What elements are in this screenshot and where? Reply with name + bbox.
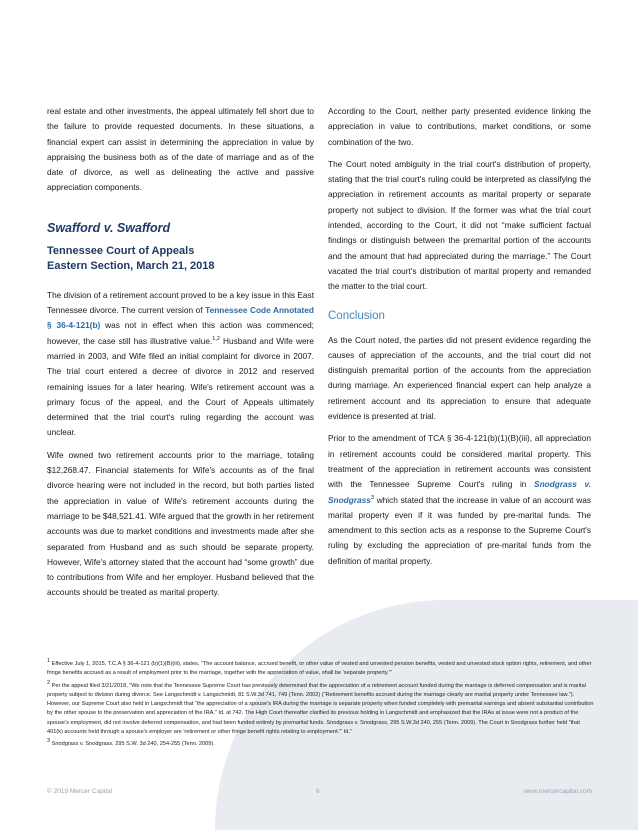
body-paragraph: The division of a retirement account proved to be a key issue in this East Tennessee divorce. The current version of Tennessee Code Annotated § 36-4-121(b) was not in effect when this action was commenced; however, the case still has illustrative value.$^{1,2}$ Husband and Wife were married in 2003, and Wife filed an initial complaint for divorce in 2007. The trial court entered a decree of divorce in 2012 and reserved remaining issues for a later hearing. Wife's retirement account was a primary focus of the appeal, and the Court of Appeals ultimately determined that the trial court's ruling regarding the account was unclear. — [47, 289, 314, 438]
court-heading — [47, 244, 314, 274]
conclusion-heading: Conclusion — [328, 309, 385, 322]
footnote-ref: 1,2 — [212, 335, 220, 342]
footer-website[interactable]: www.mercercapital.com — [523, 788, 592, 795]
case-citation-link[interactable]: Snodgrass v. Snodgrass — [328, 479, 591, 505]
body-paragraph: Wife owned two retirement accounts prior to the marriage, totaling $12,268.47. Financial statements for Wife's accounts as of the final divorce hearing were not included in the record, but both parties listed the appreciation in value of Wife's retirement accounts during the marriage to be $48,521.41. Wife argued that the growth in her retirement accounts was due to market conditions and investments made after she separated from Husband and as such should be separate property. However, Wife's attorney stated that the account had “some growth” due to contributions from Wife and her employer. Husband believed that the accounts should be treated as marital property. — [47, 449, 314, 598]
footnote-1: $^1$ Effective July 1, 2015, T.C.A § 36-4-121 (b)(1)(B)(iii), states, “The account balance, accrued benefit, or other value of vested and unvested pension benefits, vested and unvested stock option rights, retirement, and other fringe benefits accrued as a result of employment prior to the marriage, together with the appreciation of value, shall be 'separate property.'” — [47, 658, 592, 677]
case-title: Swafford v. Swafford — [47, 220, 171, 235]
footer-page-number: 6 — [316, 788, 320, 795]
body-paragraph: The Court noted ambiguity in the trial court's distribution of property, stating that the trial court's ruling could be interpreted as classifying the appreciation in retirement accounts as marital property or separate property not subject to division. If the former was what the trial court intended, according to the Court, it did not “make sufficient factual findings or distinguish between the premarital portion of the accounts and the amount that had appreciated during the marriage.” The Court vacated the trial court's distribution of marital property and remanded the matter to the trial court. — [328, 158, 591, 292]
footer-copyright: © 2019 Mercer Capital — [47, 788, 113, 795]
footnote-ref: 3 — [370, 494, 374, 501]
court-line-2: Eastern Section, March 21, 2018 — [47, 259, 215, 272]
body-paragraph: According to the Court, neither party presented evidence linking the appreciation in value to contributions, market conditions, or some combination of the two. — [328, 106, 591, 147]
body-paragraph: As the Court noted, the parties did not present evidence regarding the causes of appreciation of the accounts, and the trial court did not distinguish premarital portion of the accounts from the appreciation during marriage. An experienced financial expert can help analyze a retirement account and its appreciation to ensure that adequate evidence is presented at trial. — [328, 334, 591, 422]
footnotes — [47, 660, 594, 753]
body-paragraph: Prior to the amendment of TCA § 36-4-121(b)(1)(B)(iii), all appreciation in retirement accounts could be considered marital property. This treatment of the appreciation in retirement accounts was consistent with the Tennessee Supreme Court's ruling in Snodgrass v. Snodgrass$^3$ which stated that the increase in value of an account was marital property even if it was funded by pre-marital funds. The amendment to this section acts as a response to the Supreme Court's ruling by excluding the appreciation of pre-marital funds from the definition of marital property. — [328, 433, 591, 566]
footnote-2: $^2$ Per the appeal filed 3/21/2018, “We note that the Tennessee Supreme Court has previously determined that the appreciation of a retirement account funded during the marriage is deferred compensation and is marital property subject to division during divorce. See Langschmidt v. Langschmidt, 81 S.W.3d 741, 749 (Tenn. 2002) (“Retirement benefits accrued during the marriage clearly are marital property under Tennessee law.”). However, our Supreme Court also held in Langschmidt that “the appreciation of a spouse's IRA during the marriage is separate property when funded completely with premarital earnings and absent substantial contribution by the other spouse to the preservation and appreciation of the IRA.” Id. at 742. The High Court thereafter clarified its previous holding in Langschmidt and emphasized that the IRAs at issue were not a product of the spouse's employment, did not involve deferred compensation, and had been funded entirely by premarital funds. Snodgrass v. Snodgrass, 295 S.W.3d 240, 255 (Tenn. 2009). The Court in Snodgrass further held “that 401(k) accounts held through a spouse's employer are 'retirement or other fringe benefit rights relating to employment.'” Id.” — [47, 679, 594, 736]
left-column — [47, 104, 314, 608]
court-line-1: Tennessee Court of Appeals — [47, 244, 195, 257]
right-column — [328, 104, 591, 576]
intro-paragraph: real estate and other investments, the appeal ultimately fell short due to the failure to provide requested documents. In these situations, a financial expert can assist in determining the appreciation in value by appraising the business both as of the date of marriage and as of the date of divorce, as well as delineating the active and passive appreciation components. — [47, 106, 314, 193]
footnote-3: $^3$ Snodgrass v. Snodgrass, 295 S.W. 3d 240, 254-255 (Tenn. 2009). — [47, 738, 215, 748]
statute-link[interactable]: Tennessee Code Annotated § 36-4-121(b) — [47, 305, 314, 331]
